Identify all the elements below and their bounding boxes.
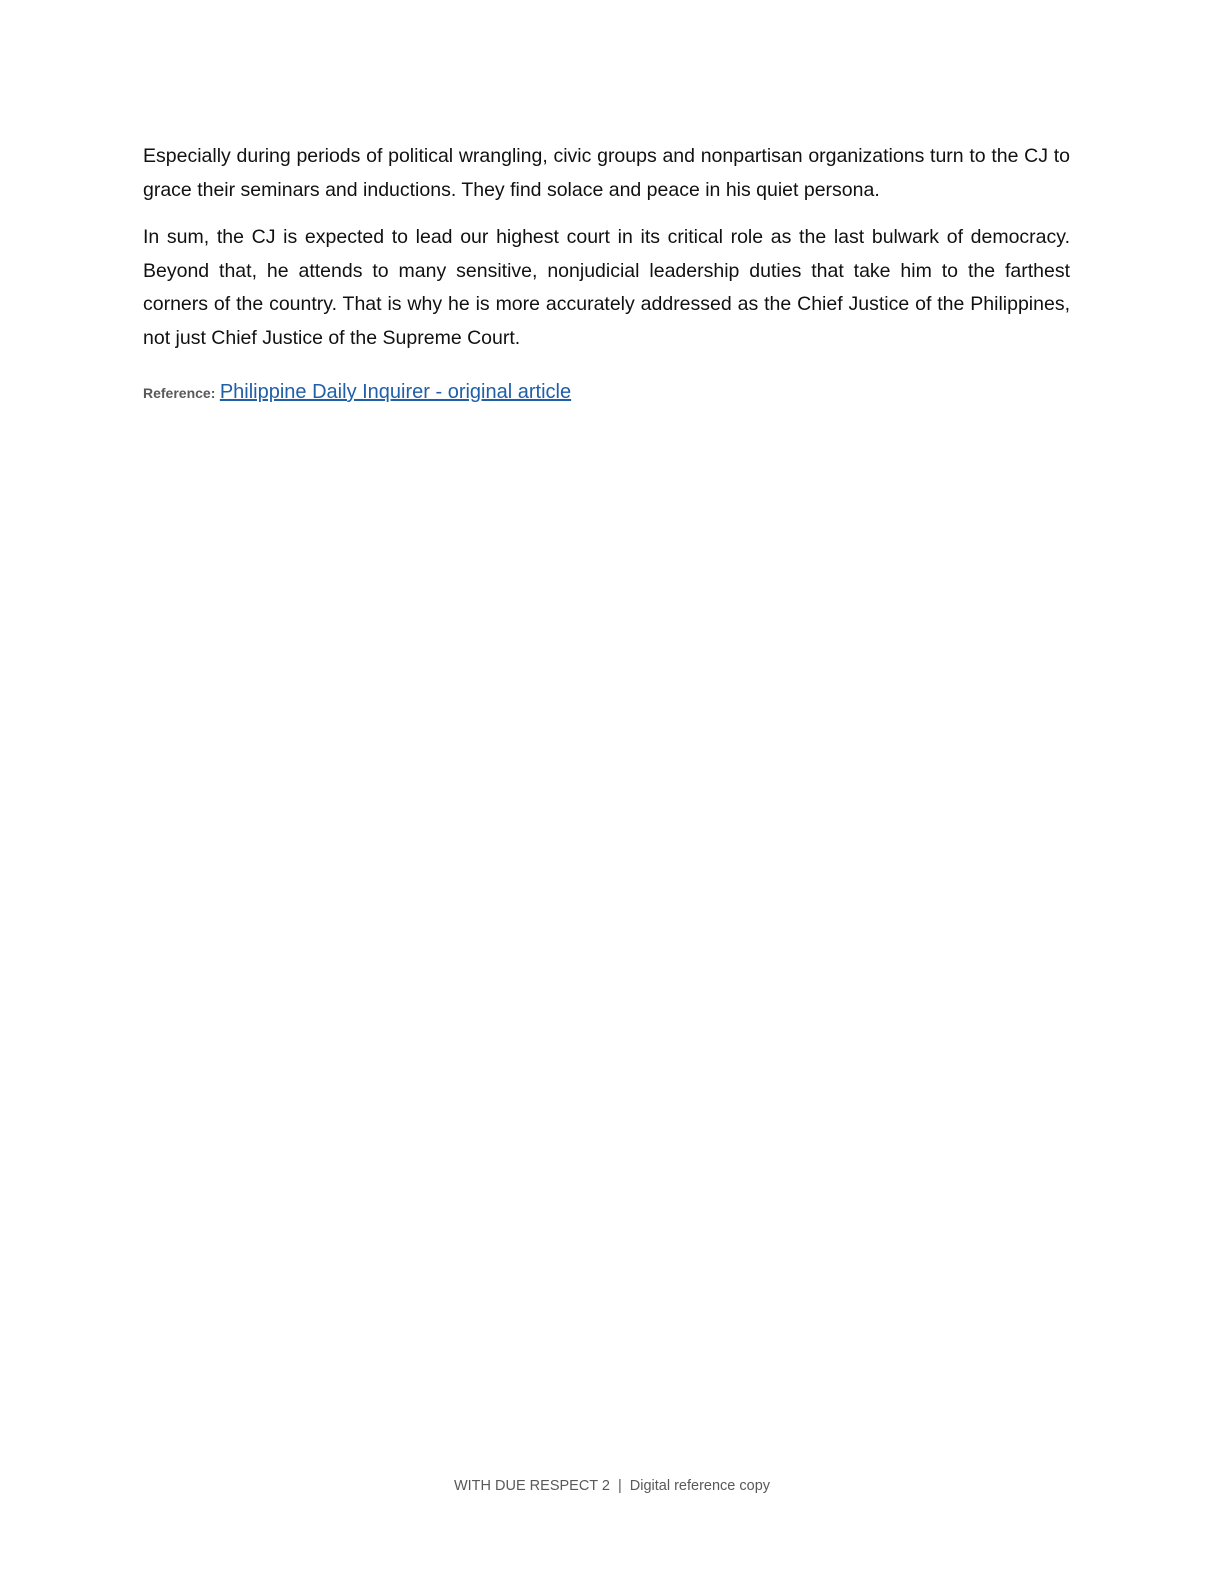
footer-subtitle: Digital reference copy [629,1478,771,1494]
footer-title: WITH DUE RESPECT 2 [453,1478,610,1494]
footer-separator: | [618,1478,622,1494]
page-footer [0,1478,1224,1494]
paragraph-2: In sum, the CJ is expected to lead our highest court in its critical role as the last bulwark of democracy. Beyond that, he attends to many sensitive, nonjudicial leadership duties that take him to the farthest corners of the country. That is why he is more accurately addressed as the Chief Justice of the Philippines, not just Chief Justice of the Supreme Court. [143,226,1070,349]
reference-link[interactable]: Philippine Daily Inquirer - original article [219,381,572,403]
reference-line [143,377,1070,409]
reference-label: Reference: [143,385,216,401]
paragraph-1: Especially during periods of political wrangling, civic groups and nonpartisan organizations turn to the CJ to grace their seminars and inductions. They find solace and peace in his quiet persona. [143,145,1070,201]
document-body [143,140,1070,409]
